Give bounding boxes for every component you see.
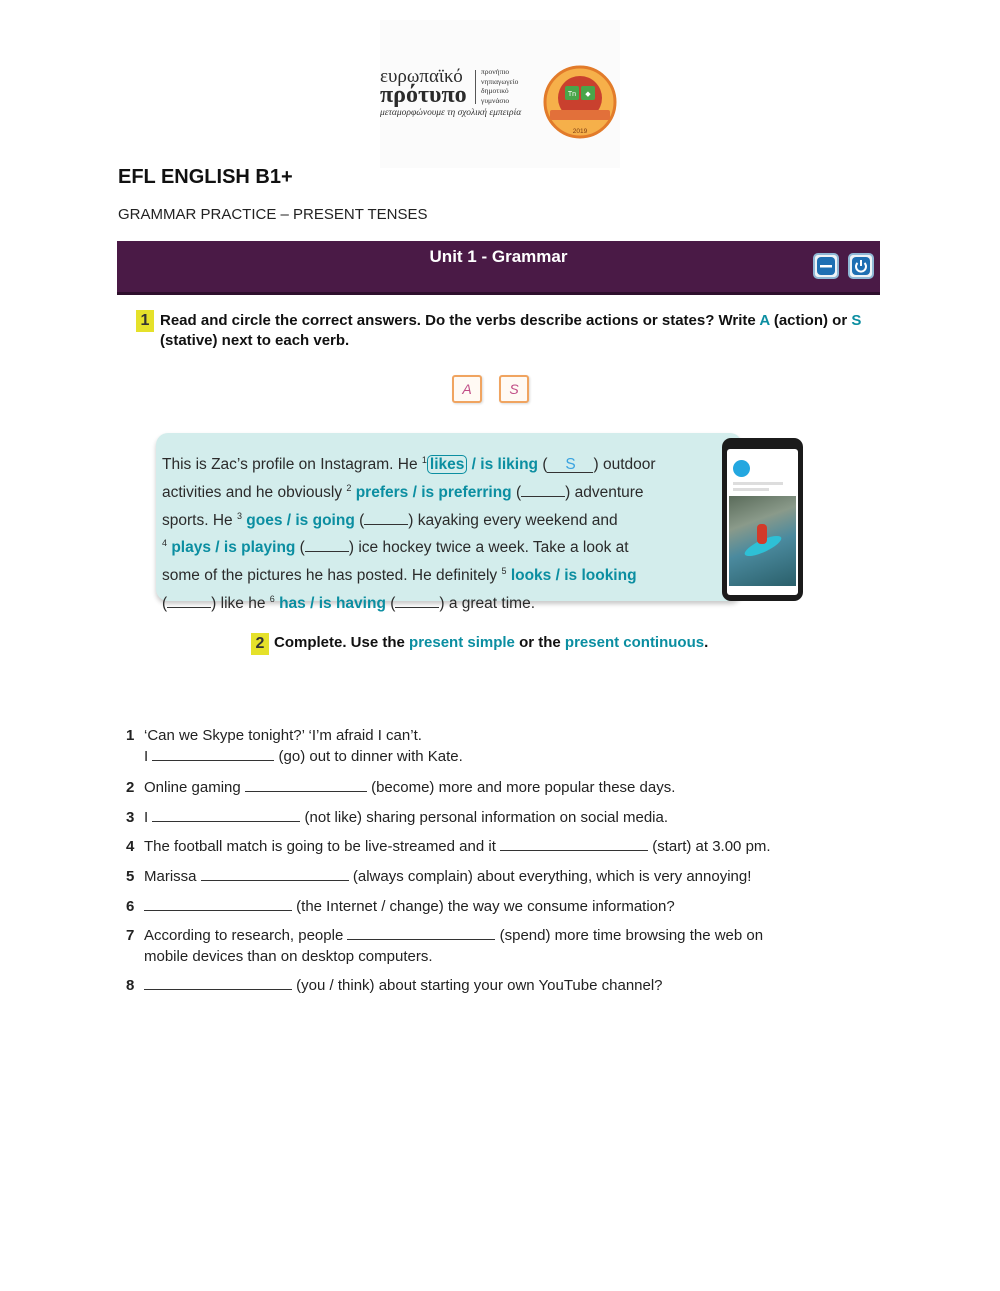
answer-field-3[interactable]	[364, 511, 408, 525]
question-5: 5 Marissa (always complain) about everything, which is very annoying!	[126, 868, 752, 885]
page-title: EFL ENGLISH B1+	[118, 166, 293, 188]
answer-gap-2[interactable]	[245, 778, 367, 792]
answer-gap-3[interactable]	[152, 808, 300, 822]
logo-divider	[475, 70, 476, 104]
profile-bio-line	[733, 482, 783, 485]
answer-gap-8[interactable]	[144, 976, 292, 990]
phone-image	[722, 438, 803, 601]
answer-chip-action[interactable]: A	[452, 375, 482, 403]
instagram-profile-screen	[727, 449, 798, 595]
instagram-text-card	[156, 433, 742, 612]
answer-gap-7[interactable]	[347, 926, 495, 940]
exercise-2-number: 2	[251, 633, 269, 655]
exercise-2-instruction: Complete. Use the present simple or the present continuous.	[274, 634, 709, 651]
question-6: 6 (the Internet / change) the way we consume information?	[126, 898, 675, 915]
award-seal-icon	[542, 64, 618, 140]
stat-followers	[769, 462, 781, 474]
option-2[interactable]: prefers / is preferring	[355, 483, 512, 501]
profile-avatar	[733, 460, 750, 477]
answer-field-2[interactable]	[521, 483, 565, 497]
option-3[interactable]: goes / is going	[246, 511, 355, 529]
answer-field-6[interactable]	[395, 594, 439, 608]
power-button[interactable]	[848, 253, 874, 279]
logo-name-line1: ευρωπαϊκό	[380, 66, 463, 87]
minus-icon	[815, 255, 837, 277]
stat-following	[783, 462, 795, 474]
svg-text:2019: 2019	[572, 128, 588, 135]
option-5[interactable]: looks / is looking	[510, 567, 637, 585]
answer-field-4[interactable]	[305, 538, 349, 552]
answer-chip-stative[interactable]: S	[499, 375, 529, 403]
question-8: 8 (you / think) about starting your own YouTube channel?	[126, 977, 663, 994]
option-1-likes[interactable]: likes	[427, 455, 467, 474]
profile-bio-line	[733, 488, 769, 491]
answer-gap-1[interactable]	[152, 747, 274, 761]
question-2: 2 Online gaming (become) more and more popular these days.	[126, 779, 676, 796]
reading-text: This is Zac’s profile on Instagram. He $^1$ likes / is liking ( S ) outdoor activities and he obviously $^2$ prefers / is preferring ( ) adventure sports. He $^3$ goes / is going ( ) kayaking every weekend and $^4$ plays / is playing ( ) ice hockey twice a week. Take a look at some of the pictures he has posted. He definitely $^5$ looks / is looking ( ) like he $^6$ has / is having ( ) a great time.	[162, 455, 656, 612]
question-3: 3 I (not like) sharing personal information on social media.	[126, 809, 669, 826]
answer-gap-4[interactable]	[500, 837, 648, 851]
unit-header-bar	[117, 241, 880, 295]
question-1: 1 ‘Can we Skype tonight?’ ‘I’m afraid I can’t. I (go) out to dinner with Kate.	[126, 727, 463, 765]
answer-field-1[interactable]: S	[547, 458, 593, 473]
option-4[interactable]: plays / is playing	[171, 539, 296, 557]
minimize-button[interactable]	[813, 253, 839, 279]
kayaker-shape	[757, 524, 767, 544]
option-6[interactable]: has / is having	[279, 594, 386, 612]
question-4: 4 The football match is going to be live-streamed and it (start) at 3.00 pm.	[126, 838, 771, 855]
exercise-1-instruction: Read and circle the correct answers. Do the verbs describe actions or states? Write A (action) or S (stative) next to each verb.	[160, 312, 862, 349]
option-1-is-liking[interactable]: / is liking	[467, 456, 539, 474]
page-subtitle: GRAMMAR PRACTICE – PRESENT TENSES	[118, 206, 428, 223]
svg-text:Tn: Tn	[567, 91, 577, 98]
logo-tagline: μεταμορφώνουμε τη σχολική εμπειρία	[380, 108, 522, 118]
answer-gap-5[interactable]	[201, 867, 349, 881]
logo-name-line2: πρότυπο	[380, 82, 467, 108]
school-logo	[380, 20, 620, 168]
kayaking-photo	[729, 496, 796, 586]
stat-posts	[755, 462, 767, 474]
svg-text:◆: ◆	[585, 91, 591, 98]
exercise-1-number: 1	[136, 310, 154, 332]
logo-levels: προνήπιο νηπιαγωγείο δημοτικό γυμνάσιο	[481, 67, 519, 105]
unit-title: Unit 1 - Grammar	[429, 247, 568, 266]
question-7: 7 According to research, people (spend) more time browsing the web on mobile devices than on desktop computers.	[126, 927, 764, 965]
power-icon	[850, 255, 872, 277]
answer-field-5[interactable]	[167, 594, 211, 608]
answer-gap-6[interactable]	[144, 897, 292, 911]
